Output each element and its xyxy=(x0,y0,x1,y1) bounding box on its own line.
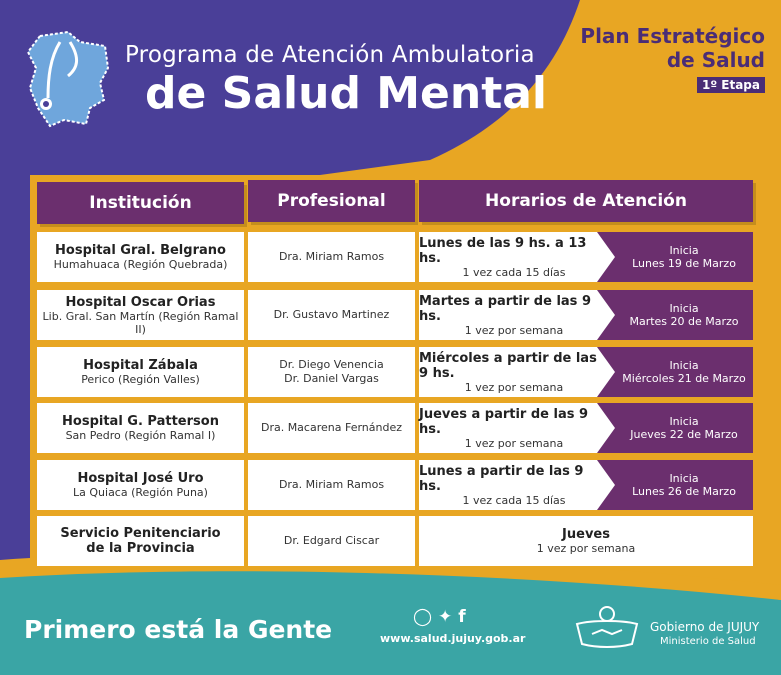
institution-name-line-2: de la Provincia xyxy=(86,541,195,556)
column-header-profesional: Profesional xyxy=(248,180,415,222)
twitter-icon[interactable]: ✦ xyxy=(438,607,453,627)
institution-cell xyxy=(37,290,244,340)
schedule-cell xyxy=(419,516,753,566)
schedule-cell xyxy=(419,403,753,453)
schedule-frequency: 1 vez cada 15 días xyxy=(462,493,566,507)
professional-cell xyxy=(248,460,415,510)
institution-name: Hospital José Uro xyxy=(77,471,204,486)
start-date: Jueves 22 de Marzo xyxy=(630,428,738,441)
start-label: Inicia xyxy=(669,415,699,428)
professional-name: Dr. Gustavo Martinez xyxy=(273,308,390,321)
title-line-1: Programa de Atención Ambulatoria xyxy=(125,42,535,68)
schedule-time: Lunes a partir de las 9 hs. xyxy=(419,463,584,494)
start-label: Inicia xyxy=(669,244,699,257)
start-info xyxy=(615,460,753,510)
professional-cell xyxy=(248,232,415,282)
start-date: Lunes 19 de Marzo xyxy=(632,257,736,270)
institution-name: Hospital Oscar Orias xyxy=(65,294,216,310)
schedule-time: Jueves xyxy=(562,527,610,542)
start-info xyxy=(615,347,753,397)
schedule-cell xyxy=(419,460,753,510)
institution-name: Servicio Penitenciario xyxy=(60,526,221,541)
schedule-frequency: 1 vez por semana xyxy=(464,380,564,394)
plan-line-1: Plan Estratégico xyxy=(580,24,765,48)
instagram-icon[interactable]: ◯ xyxy=(413,607,433,627)
government-name: Gobierno de JUJUY xyxy=(650,620,760,634)
professional-name-2: Dr. Daniel Vargas xyxy=(284,372,379,385)
jujuy-map-icon xyxy=(20,28,115,128)
schedule-time: Martes a partir de las 9 hs. xyxy=(419,293,591,324)
column-header-institucion: Institución xyxy=(37,182,244,224)
schedule-frequency: 1 vez por semana xyxy=(464,436,564,450)
start-label: Inicia xyxy=(669,302,699,315)
professional-cell xyxy=(248,516,415,566)
professional-cell xyxy=(248,347,415,397)
schedule-text xyxy=(419,290,609,340)
schedule-text xyxy=(419,403,609,453)
professional-cell xyxy=(248,403,415,453)
institution-region: Lib. Gral. San Martín (Región Ramal II) xyxy=(42,309,239,336)
institution-cell xyxy=(37,460,244,510)
column-header-horarios: Horarios de Atención xyxy=(419,180,753,222)
schedule-frequency: 1 vez por semana xyxy=(464,323,564,337)
institution-region: Perico (Región Valles) xyxy=(81,373,200,386)
professional-name: Dra. Miriam Ramos xyxy=(278,478,385,491)
facebook-icon[interactable]: f xyxy=(458,607,466,627)
social-icons xyxy=(413,607,466,627)
start-label: Inicia xyxy=(669,472,699,485)
schedule-text xyxy=(419,460,609,510)
start-info xyxy=(615,290,753,340)
schedule-text xyxy=(419,347,609,397)
title-line-2: de Salud Mental xyxy=(145,68,548,119)
start-date: Martes 20 de Marzo xyxy=(629,315,739,328)
schedule-time: Lunes de las 9 hs. a 13 hs. xyxy=(419,235,587,266)
government-logo-icon xyxy=(572,602,642,652)
schedule-text xyxy=(419,232,609,282)
professional-name: Dr. Edgard Ciscar xyxy=(283,534,380,547)
professional-name: Dra. Miriam Ramos xyxy=(278,250,385,263)
schedule-cell xyxy=(419,347,753,397)
start-info xyxy=(615,232,753,282)
slogan: Primero está la Gente xyxy=(24,615,333,644)
schedule-cell xyxy=(419,232,753,282)
institution-name: Hospital Gral. Belgrano xyxy=(55,243,226,258)
institution-region: San Pedro (Región Ramal I) xyxy=(65,429,216,442)
schedule-time: Miércoles a partir de las 9 hs. xyxy=(419,350,597,381)
institution-region: Humahuaca (Región Quebrada) xyxy=(53,258,228,271)
institution-cell xyxy=(37,347,244,397)
institution-name: Hospital Zábala xyxy=(83,358,198,373)
ministry-name: Ministerio de Salud xyxy=(660,636,756,647)
schedule-frequency: 1 vez cada 15 días xyxy=(462,265,566,279)
institution-name: Hospital G. Patterson xyxy=(62,414,219,429)
institution-cell xyxy=(37,516,244,566)
professional-name: Dr. Diego Venencia xyxy=(279,358,384,371)
schedule-frequency: 1 vez por semana xyxy=(536,542,636,555)
etapa-badge: 1º Etapa xyxy=(697,77,765,93)
professional-cell xyxy=(248,290,415,340)
start-label: Inicia xyxy=(669,359,699,372)
start-info xyxy=(615,403,753,453)
plan-title xyxy=(580,24,765,72)
institution-region: La Quiaca (Región Puna) xyxy=(73,486,208,499)
start-date: Miércoles 21 de Marzo xyxy=(622,372,746,385)
professional-name: Dra. Macarena Fernández xyxy=(260,421,403,434)
institution-cell xyxy=(37,403,244,453)
start-date: Lunes 26 de Marzo xyxy=(632,485,736,498)
schedule-cell xyxy=(419,290,753,340)
website-url[interactable]: www.salud.jujuy.gob.ar xyxy=(380,632,526,645)
plan-line-2: de Salud xyxy=(666,48,765,72)
institution-cell xyxy=(37,232,244,282)
schedule-time: Jueves a partir de las 9 hs. xyxy=(419,406,589,437)
